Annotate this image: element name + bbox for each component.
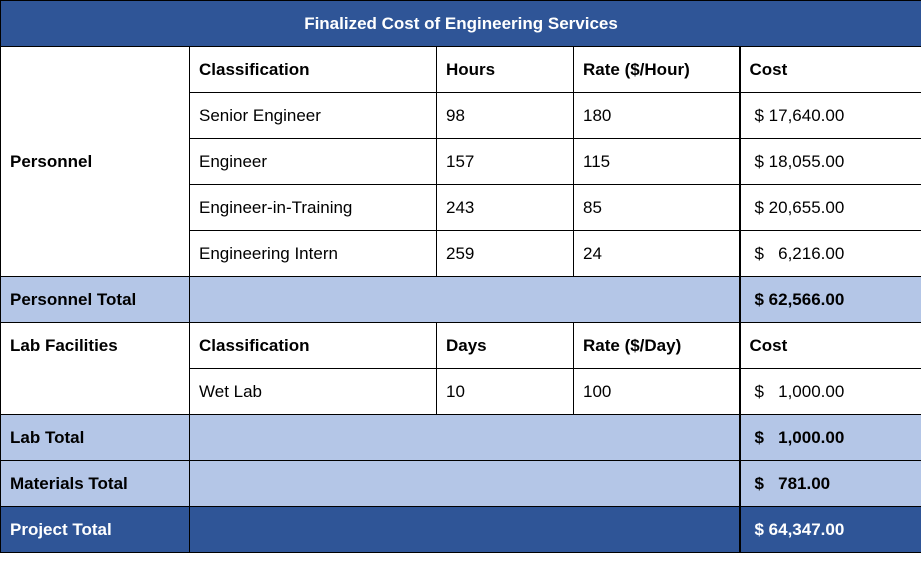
hours-cell: 259 xyxy=(437,231,574,277)
cost-cell: $ 6,216.00 xyxy=(740,231,921,277)
materials-total-row xyxy=(1,461,921,507)
lab-total-spacer xyxy=(190,415,740,461)
materials-total-value: $ 781.00 xyxy=(740,461,921,507)
classification-cell: Engineer-in-Training xyxy=(190,185,437,231)
lab-header-row xyxy=(1,323,921,369)
personnel-total-row xyxy=(1,277,921,323)
materials-total-label: Materials Total xyxy=(1,461,190,507)
col-header-classification: Classification xyxy=(190,47,437,93)
project-total-value: $ 64,347.00 xyxy=(740,507,921,553)
hours-cell: 243 xyxy=(437,185,574,231)
col-header-cost: Cost xyxy=(740,47,921,93)
personnel-total-label: Personnel Total xyxy=(1,277,190,323)
rate-cell: 100 xyxy=(574,369,740,415)
lab-label: Lab Facilities xyxy=(1,323,190,415)
project-total-label: Project Total xyxy=(1,507,190,553)
lab-total-row xyxy=(1,415,921,461)
lab-total-value: $ 1,000.00 xyxy=(740,415,921,461)
col-header-days: Days xyxy=(437,323,574,369)
personnel-total-spacer xyxy=(190,277,740,323)
personnel-header-row xyxy=(1,47,921,93)
title-row xyxy=(1,1,921,47)
hours-cell: 98 xyxy=(437,93,574,139)
classification-cell: Engineer xyxy=(190,139,437,185)
personnel-total-value: $ 62,566.00 xyxy=(740,277,921,323)
materials-total-spacer xyxy=(190,461,740,507)
days-cell: 10 xyxy=(437,369,574,415)
cost-cell: $ 1,000.00 xyxy=(740,369,921,415)
col-header-hours: Hours xyxy=(437,47,574,93)
lab-total-label: Lab Total xyxy=(1,415,190,461)
rate-cell: 115 xyxy=(574,139,740,185)
col-header-rate: Rate ($/Hour) xyxy=(574,47,740,93)
cost-cell: $ 17,640.00 xyxy=(740,93,921,139)
rate-cell: 180 xyxy=(574,93,740,139)
hours-cell: 157 xyxy=(437,139,574,185)
table-title: Finalized Cost of Engineering Services xyxy=(1,1,921,47)
col-header-cost: Cost xyxy=(740,323,921,369)
col-header-classification: Classification xyxy=(190,323,437,369)
classification-cell: Engineering Intern xyxy=(190,231,437,277)
rate-cell: 85 xyxy=(574,185,740,231)
personnel-label: Personnel xyxy=(1,47,190,277)
classification-cell: Senior Engineer xyxy=(190,93,437,139)
project-total-spacer xyxy=(190,507,740,553)
project-total-row xyxy=(1,507,921,553)
cost-cell: $ 20,655.00 xyxy=(740,185,921,231)
cost-cell: $ 18,055.00 xyxy=(740,139,921,185)
rate-cell: 24 xyxy=(574,231,740,277)
classification-cell: Wet Lab xyxy=(190,369,437,415)
col-header-rate: Rate ($/Day) xyxy=(574,323,740,369)
